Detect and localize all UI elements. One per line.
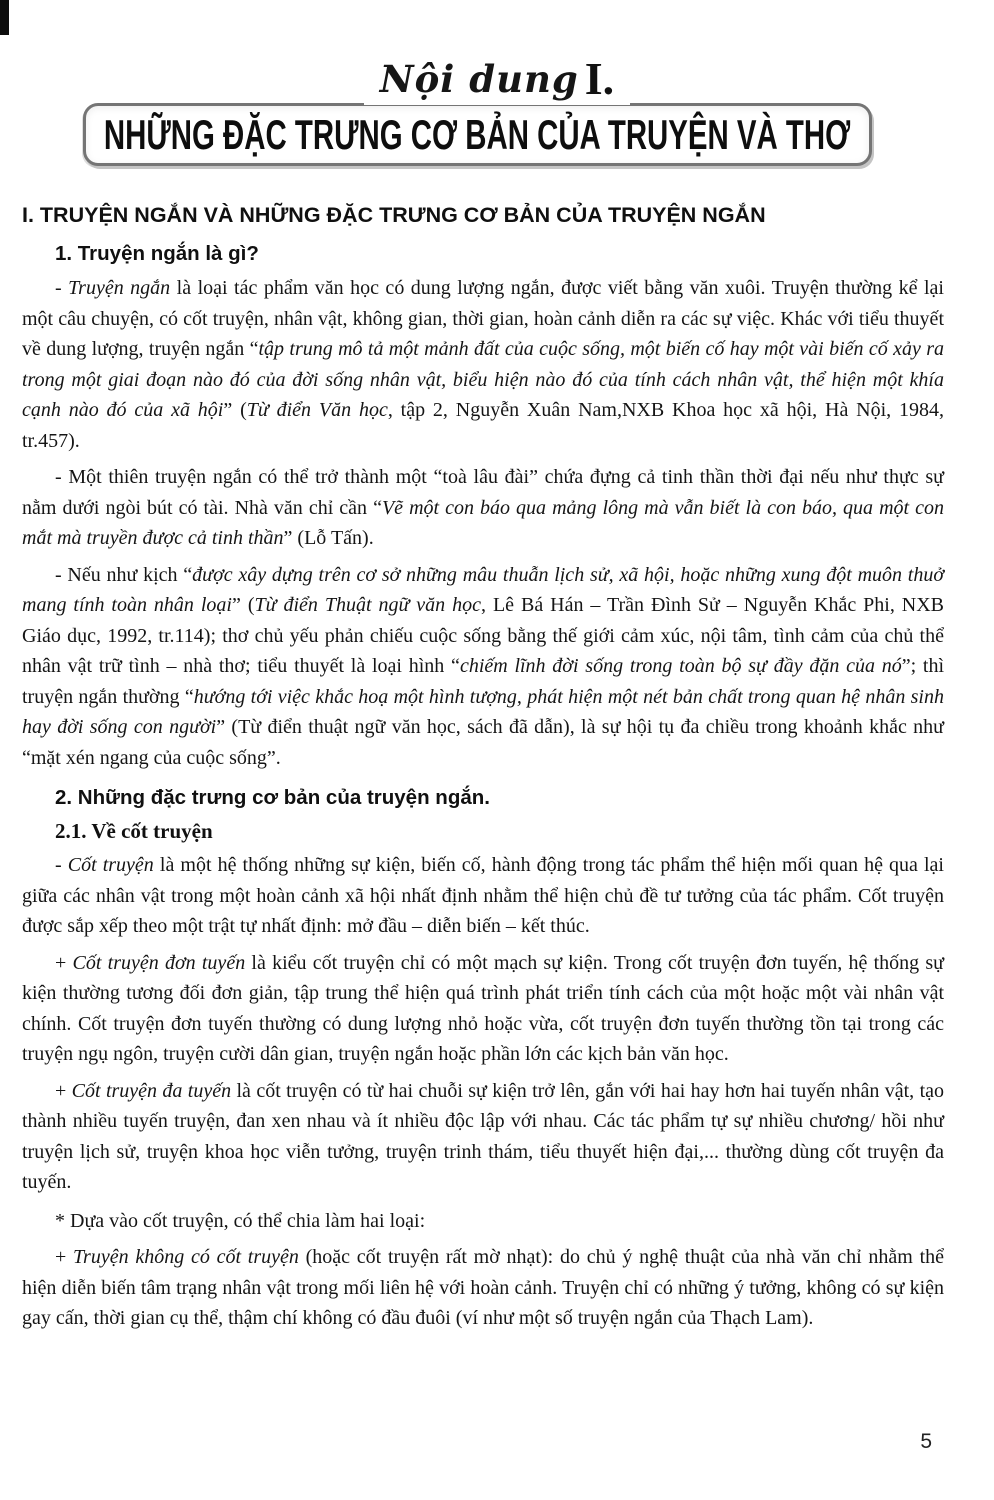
text-segment: (hoặc cốt truyện rất mờ nhạt): do chủ ý nghệ thuật của nhà văn chỉ nhằm thể hiện diễn biến tâm trạng nhân vật trong mối liên hệ với hoàn cảnh. Truyện chỉ có những ý tưởng, không có sự kiện gay cấn, thời gian cụ thể, thậm chí không có đầu đuôi (ví như một số truyện ngắn của Thạch Lam). xyxy=(22,1246,944,1329)
chapter-title-box xyxy=(83,103,872,166)
paragraph-toa-lau-dai xyxy=(22,462,944,554)
section-heading-truyen-ngan: I. TRUYỆN NGẮN VÀ NHỮNG ĐẶC TRƯNG CƠ BẢN CỦA TRUYỆN NGẮN xyxy=(22,203,766,227)
text-segment: Truyện ngắn xyxy=(68,277,171,299)
text-segment: Vẽ một con báo qua mảng lông mà vẫn biết là con báo, qua một con mắt mà truyền được cả tinh thần xyxy=(22,496,944,549)
text-segment: ” ( xyxy=(232,594,255,616)
text-segment: được xây dựng trên cơ sở những mâu thuẫn lịch sử, xã hội, hoặc những xung đột muôn thuở mang tính toàn nhân loại xyxy=(22,563,944,616)
content-label: Nội dung xyxy=(379,57,579,101)
text-segment: ”; thì truyện ngắn thường “ xyxy=(22,655,945,708)
content-numeral: I. xyxy=(584,53,615,104)
page-body xyxy=(0,202,994,1334)
text-segment: ” (Từ điển thuật ngữ văn học, sách đã dẫn), là sự hội tụ đa chiều trong khoảnh khắc như “mặt xén ngang của cuộc sống”. xyxy=(22,716,945,769)
content-label-line xyxy=(0,52,994,105)
paragraph-cot-truyen-da-tuyen xyxy=(22,1076,944,1198)
text-segment: , Lê Bá Hán – Trần Đình Sử – Nguyễn Khắc Phi, NXB Giáo dục, 1992, tr.114); thơ chủ yếu phản chiếu cuộc sống bằng thế giới cảm xúc, nội tâm, tình cảm của chủ thể nhân vật trữ tình – nhà thơ; tiểu thuyết là loại hình “ xyxy=(22,594,944,677)
content-label-wrap xyxy=(364,52,630,105)
subheading-1-truyen-ngan-la-gi: 1. Truyện ngắn là gì? xyxy=(55,242,259,265)
paragraph-cot-truyen-dinh-nghia xyxy=(22,850,944,942)
text-segment: * Dựa vào cốt truyện, có thể chia làm hai loại: xyxy=(55,1209,426,1232)
text-segment: Cốt truyện xyxy=(67,854,154,876)
page-number: 5 xyxy=(920,1430,932,1453)
paragraph-dinh-nghia-truyen-ngan xyxy=(22,273,944,456)
text-segment: - Nếu như kịch “ xyxy=(55,563,193,586)
text-segment: tập trung mô tả một mảnh đất của cuộc sống, một biến cố hay một vài biến cố xảy ra trong một giai đoạn nào đó của đời sống nhân vật, biểu hiện nào đó của tính cách nhân vật, thể hiện một khía cạnh nào đó của xã hội xyxy=(22,338,945,421)
text-segment: là kiểu cốt truyện chỉ có một mạch sự kiện. Trong cốt truyện đơn tuyến, hệ thống sự kiện thường tương đối đơn giản, tập trung thể hiện quá trình phát triển tính cách của một hoặc một vài nhân vật chính. Cốt truyện đơn tuyến thường có dung lượng nhỏ hoặc vừa, cốt truyện đơn tuyến thường tồn tại trong các truyện ngụ ngôn, truyện cười dân gian, truyện ngắn hoặc phần lớn các kịch bản văn học. xyxy=(22,951,945,1065)
text-segment: là cốt truyện có từ hai chuỗi sự kiện trở lên, gắn với hai hay hơn hai tuyến nhân vật, tạo thành nhiều tuyến truyện, đan xen nhau và ít nhiều độc lập với nhau. Các tác phẩm tự sự nhiều chương/ hồi như truyện lịch sử, truyện khoa học viễn tưởng, truyện trinh thám, tiểu thuyết hiện đại,... thường dùng cốt truyện đa tuyến. xyxy=(22,1079,944,1193)
text-segment: - xyxy=(55,277,69,299)
text-segment: Từ điển Thuật ngữ văn học xyxy=(254,594,481,616)
paragraph-so-sanh-the-loai xyxy=(22,560,944,774)
paragraph-dua-vao-cot-truyen xyxy=(22,1206,944,1237)
text-segment: Cốt truyện đơn tuyến xyxy=(72,951,246,974)
text-segment: Cốt truyện đa tuyến xyxy=(71,1079,232,1102)
text-segment: Truyện không có cốt truyện xyxy=(73,1246,299,1268)
text-segment: Từ điển Văn học xyxy=(246,399,388,421)
text-segment: , tập 2, Nguyễn Xuân Nam,NXB Khoa học xã hội, Hà Nội, 1984, tr.457). xyxy=(22,399,944,452)
text-segment: + xyxy=(55,951,73,974)
text-segment: - xyxy=(55,854,68,876)
text-segment: ” (Lỗ Tấn). xyxy=(283,527,374,549)
subheading-2-dac-trung-co-ban: 2. Những đặc trưng cơ bản của truyện ngắn. xyxy=(55,786,490,809)
text-segment: + xyxy=(55,1079,72,1102)
text-segment: hướng tới việc khắc hoạ một hình tượng, phát hiện một nét bản chất trong quan hệ nhân sinh hay đời sống con người xyxy=(22,685,944,738)
content-blocks xyxy=(22,241,944,1334)
paragraph-truyen-khong-co-cot-truyen xyxy=(22,1242,944,1334)
text-segment: ” ( xyxy=(223,399,247,421)
text-segment: + xyxy=(55,1246,74,1268)
text-segment: là một hệ thống những sự kiện, biến cố, hành động trong tác phẩm thể hiện mối quan hệ qua lại giữa các nhân vật trong một hoàn cảnh xã hội nhất định nhằm thể hiện chủ đề tư tưởng của tác phẩm. Cốt truyện được sắp xếp theo một trật tự nhất định: mở đầu – diễn biến – kết thúc. xyxy=(22,854,944,937)
text-segment: - Một thiên truyện ngắn có thể trở thành một “toà lâu đài” chứa đựng cả tinh thần thời đại nếu như thực sự nằm dưới ngòi bút có tài. Nhà văn chỉ cần “ xyxy=(22,466,944,519)
chapter-title: NHỮNG ĐẶC TRƯNG CƠ BẢN CỦA TRUYỆN VÀ THƠ xyxy=(104,110,851,158)
text-segment: là loại tác phẩm văn học có dung lượng ngắn, được viết bằng văn xuôi. Truyện thường kể lại một câu chuyện, có cốt truyện, nhân vật, không gian, thời gian, hoàn cảnh diễn ra các sự việc. Khác với tiểu thuyết về dung lượng, truyện ngắn “ xyxy=(22,277,944,360)
text-segment: chiếm lĩnh đời sống trong toàn bộ sự đầy đặn của nó xyxy=(459,655,902,677)
paragraph-cot-truyen-don-tuyen xyxy=(22,948,944,1070)
subheading-2-1-ve-cot-truyen: 2.1. Về cốt truyện xyxy=(55,819,213,843)
page-header xyxy=(0,0,994,196)
